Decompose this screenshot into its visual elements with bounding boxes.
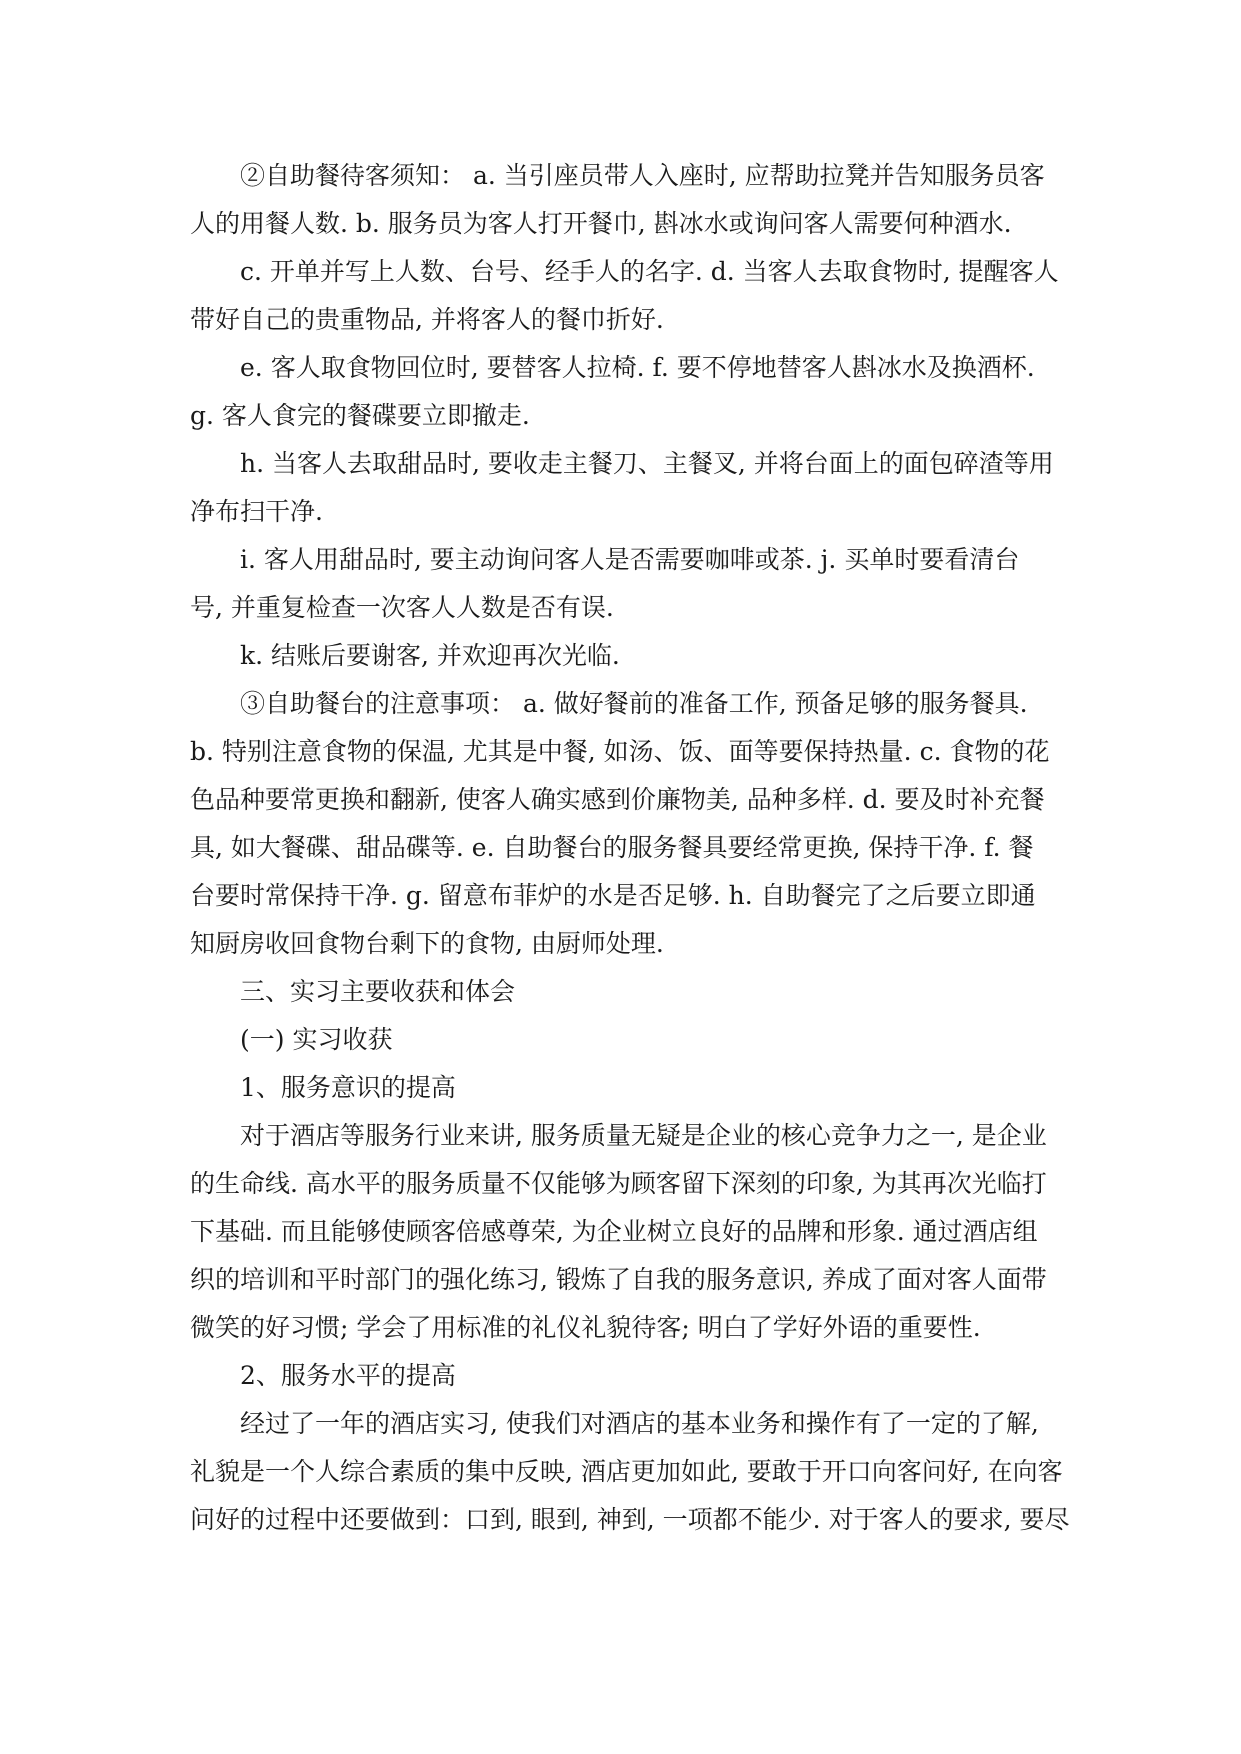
subsection-heading: 1、服务意识的提高: [240, 1073, 456, 1102]
paragraph-line: c. 开单并写上人数、台号、经手人的名字. d. 当客人去取食物时, 提醒客人: [240, 257, 1059, 286]
paragraph-line: 知厨房收回食物台剩下的食物, 由厨师处理.: [190, 929, 664, 958]
paragraph-line: 经过了一年的酒店实习, 使我们对酒店的基本业务和操作有了一定的了解,: [240, 1409, 1039, 1438]
paragraph-line: ③自助餐台的注意事项： a. 做好餐前的准备工作, 预备足够的服务餐具.: [240, 689, 1028, 718]
paragraph-line: 的生命线. 高水平的服务质量不仅能够为顾客留下深刻的印象, 为其再次光临打: [190, 1169, 1047, 1198]
paragraph-line: 礼貌是一个人综合素质的集中反映, 酒店更加如此, 要敢于开口向客问好, 在向客: [190, 1457, 1063, 1486]
subsection-heading: (一) 实习收获: [240, 1025, 393, 1054]
document-body: [190, 152, 1070, 1544]
paragraph-line: 台要时常保持干净. g. 留意布菲炉的水是否足够. h. 自助餐完了之后要立即通: [190, 881, 1036, 910]
paragraph-line: h. 当客人去取甜品时, 要收走主餐刀、主餐叉, 并将台面上的面包碎渣等用: [240, 449, 1054, 478]
paragraph-line: b. 特别注意食物的保温, 尤其是中餐, 如汤、饭、面等要保持热量. c. 食物的花: [190, 737, 1050, 766]
section-heading: 三、实习主要收获和体会: [240, 977, 516, 1006]
paragraph-line: k. 结账后要谢客, 并欢迎再次光临.: [240, 641, 620, 670]
paragraph-line: 净布扫干净.: [190, 497, 323, 526]
paragraph-line: e. 客人取食物回位时, 要替客人拉椅. f. 要不停地替客人斟冰水及换酒杯.: [240, 353, 1035, 382]
paragraph-line: 微笑的好习惯; 学会了用标准的礼仪礼貌待客; 明白了学好外语的重要性.: [190, 1313, 981, 1342]
paragraph-line: 对于酒店等服务行业来讲, 服务质量无疑是企业的核心竞争力之一, 是企业: [240, 1121, 1047, 1150]
paragraph-line: i. 客人用甜品时, 要主动询问客人是否需要咖啡或茶. j. 买单时要看清台: [240, 545, 1020, 574]
paragraph-line: 人的用餐人数. b. 服务员为客人打开餐巾, 斟冰水或询问客人需要何种酒水.: [190, 209, 1012, 238]
paragraph-line: 下基础. 而且能够使顾客倍感尊荣, 为企业树立良好的品牌和形象. 通过酒店组: [190, 1217, 1038, 1246]
subsection-heading: 2、服务水平的提高: [240, 1361, 456, 1390]
paragraph-line: 带好自己的贵重物品, 并将客人的餐巾折好.: [190, 305, 664, 334]
paragraph-line: 具, 如大餐碟、甜品碟等. e. 自助餐台的服务餐具要经常更换, 保持干净. f. 餐: [190, 833, 1034, 862]
paragraph-line: 色品种要常更换和翻新, 使客人确实感到价廉物美, 品种多样. d. 要及时补充餐: [190, 785, 1045, 814]
paragraph-line: 织的培训和平时部门的强化练习, 锻炼了自我的服务意识, 养成了面对客人面带: [190, 1265, 1047, 1294]
paragraph-line: 号, 并重复检查一次客人人数是否有误.: [190, 593, 614, 622]
paragraph-line: 问好的过程中还要做到：口到, 眼到, 神到, 一项都不能少. 对于客人的要求, 要尽: [190, 1505, 1070, 1534]
paragraph-line: g. 客人食完的餐碟要立即撤走.: [190, 401, 530, 430]
paragraph-line: ②自助餐待客须知： a. 当引座员带人入座时, 应帮助拉凳并告知服务员客: [240, 161, 1045, 190]
